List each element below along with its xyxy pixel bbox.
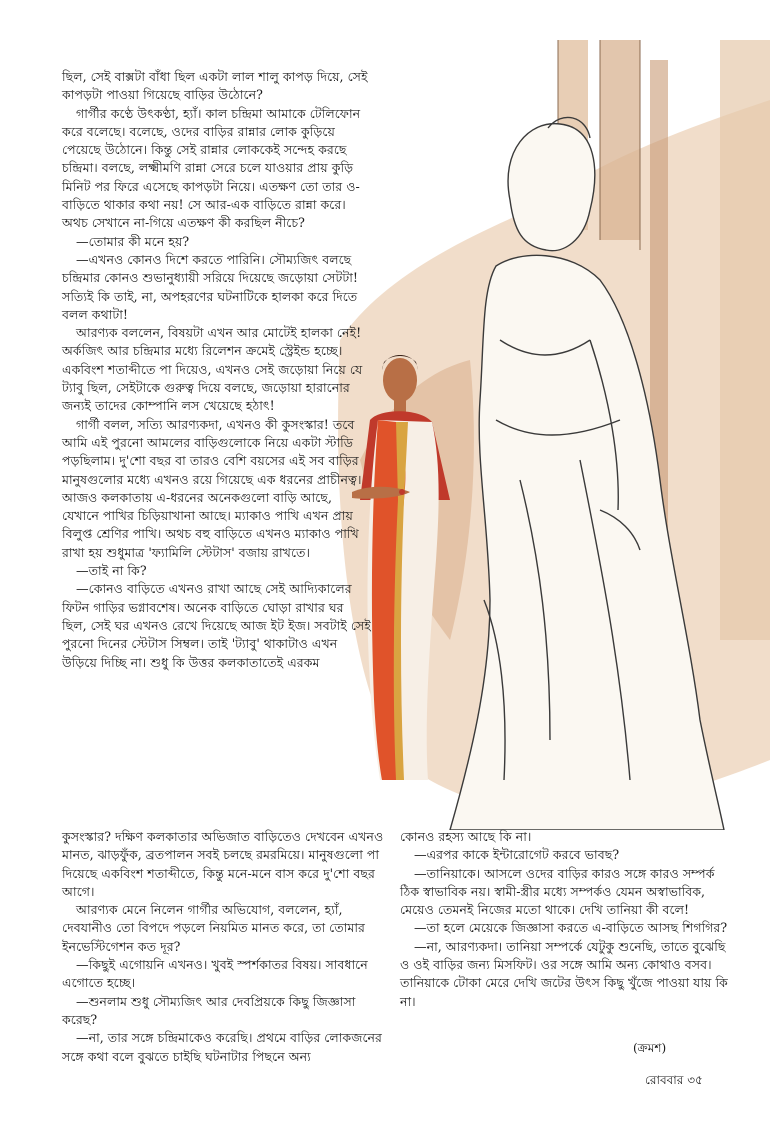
paragraph: —তোমার কী মনে হয়? (76, 233, 190, 249)
paragraph: আরণ্যক বললেন, বিষয়টা এখন আর মোটেই হালকা নেই! অর্কজিৎ আর চন্দ্রিমার মধ্যে রিলেশন ক্রমেই স্ট্রেইন্ড হচ্ছে। একবিংশ শতাব্দীতে পা দিয়েও, এখনও সেই জড়োয়া নিয়ে যে ট্যাবু ছিল, সেইটাকে গুরুত্ব দিয়ে বলছে, জড়োয়া হারানোর জন্যই তাদের কোম্পানি লস খেয়েছে হঠাৎ! (62, 325, 363, 414)
paragraph: —শুনলাম শুধু সৌম্যজিৎ আর দেবপ্রিয়কে কিছু জিজ্ঞাসা করেছ? (62, 993, 356, 1027)
article-column-bottom-left (62, 828, 390, 1066)
article-column-bottom-right (400, 828, 728, 1011)
paragraph: —এরপর কাকে ইন্টারোগেট করবে ভাবছ? (414, 847, 620, 863)
paragraph: ছিল, সেই বাক্সটা বাঁধা ছিল একটা লাল শালু কাপড় দিয়ে, সেই কাপড়টা পাওয়া গিয়েছে বাড়ির উঠোনে? (62, 69, 368, 103)
paragraph: গার্গী বলল, সত্যি আরণ্যকদা, এখনও কী কুসংস্কার! তবে আমি এই পুরনো আমলের বাড়িগুলোকে নিয়ে একটা স্টাডি পড়ছিলাম। দু'শো বছর বা তারও বেশি বয়সের এই সব বাড়ির মানুষগুলোর মধ্যে এখনও রয়ে গিয়েছে এক ধরনের প্রাচীনত্ব। আজও কলকাতায় এ-ধরনের অনেকগুলো বাড়ি আছে, যেখানে পাখির চিড়িয়াখানা আছে। ম্যাকাও পাখি এখন প্রায় বিলুপ্ত শ্রেণির পাখি। অথচ বহু বাড়িতে এখনও ম্যাকাও পাখি রাখা হয় শুধুমাত্র 'ফ্যামিলি স্টেটাস' বজায় রাখতে। (62, 416, 362, 560)
paragraph: কুসংস্কার? দক্ষিণ কলকাতার অভিজাত বাড়িতেও দেখবেন এখনও মানত, ঝাড়ফুঁক, ব্রতপালন সবই চলছে রমরমিয়ে। মানুষগুলো পা দিয়েছে একবিংশ শতাব্দীতে, কিন্তু মনে-মনে বাস করে দু'শো বছর আগে। (62, 829, 384, 899)
paragraph: কোনও রহস্য আছে কি না। (400, 829, 532, 844)
paragraph: —তা হলে মেয়েকে জিজ্ঞাসা করতে এ-বাড়িতে আসছ শিগগির? (414, 920, 728, 936)
continued-label: (ক্রমশ) (633, 1041, 667, 1055)
paragraph: —তানিয়াকে। আসলে ওদের বাড়ির কারও সঙ্গে কারও সম্পর্ক ঠিক স্বাভাবিক নয়। স্বামী-স্ত্রীর মধ্যে সম্পর্কও যেমন অস্বাভাবিক, মেয়েও তেমনই নিজের মতো থাকে। দেখি তানিয়া কী বলে! (400, 865, 715, 918)
paragraph: —কিছুই এগোয়নি এখনও। খুবই স্পর্শকাতর বিষয়। সাবধানে এগোতে হচ্ছে। (62, 957, 368, 991)
article-column-top (62, 68, 372, 672)
paragraph: —তাই না কি? (76, 563, 147, 579)
paragraph: —কোনও বাড়িতে এখনও রাখা আছে সেই আদ্যিকালের ফিটন গাড়ির ভগ্নাবশেষ। অনেক বাড়িতে ঘোড়া রাখার ঘর ছিল, সেই ঘর এখনও রেখে দিয়েছে আজ ইট ইজ। সবটাই সেই পুরনো দিনের স্টেটাস সিম্বল। তাই 'ট্যাবু' থাকাটাও এখন উড়িয়ে দিচ্ছি না। শুধু কি উত্তর কলকাতাতেই এরকম (62, 581, 371, 670)
page-folio: রোববার ৩৫ (645, 1073, 703, 1087)
paragraph: —না, তার সঙ্গে চন্দ্রিমাকেও করেছি। প্রথমে বাড়ির লোকজনের সঙ্গে কথা বলে বুঝতে চাইছি ঘটনাটার পিছনে অন্য (62, 1030, 382, 1064)
paragraph: গার্গীর কণ্ঠে উৎকণ্ঠা, হ্যাঁ। কাল চন্দ্রিমা আমাকে টেলিফোন করে বলেছে। বলেছে, ওদের বাড়ির রান্নার লোক কুড়িয়ে পেয়েছে উঠোনে। কিন্তু সেই রান্নার লোককেই সন্দেহ করছে চন্দ্রিমা। বলছে, লক্ষ্মীমণি রান্না সেরে চলে যাওয়ার প্রায় কুড়ি মিনিট পর ফিরে এসেছে কাপড়টা নিয়ে। এতক্ষণ তো তার ও-বাড়িতে থাকার কথা নয়! সে আর-এক বাড়িতে রান্না করে। অথচ সেখানে না-গিয়ে এতক্ষণ কী করছিল নীচে? (62, 105, 361, 231)
paragraph: —না, আরণ্যকদা। তানিয়া সম্পর্কে যেটুকু শুনেছি, তাতে বুঝেছি ও ওই বাড়ির জন্য মিসফিট। ওর সঙ্গে আমি অন্য কোথাও বসব। তানিয়াকে টোকা মেরে দেখি জটের উৎস কিছু খুঁজে পাওয়া যায় কি না। (400, 938, 728, 1009)
paragraph: আরণ্যক মেনে নিলেন গার্গীর অভিযোগ, বললেন, হ্যাঁ, দেবযানীও তো বিপদে পড়লে নিয়মিত মানত করে, তা তোমার ইনভেস্টিগেশন কত দূর? (62, 902, 365, 954)
paragraph: —এখনও কোনও দিশে করতে পারিনি। সৌম্যজিৎ বলছে চন্দ্রিমার কোনও শুভানুধ্যায়ী সরিয়ে দিয়েছে জড়োয়া সেটটা! সত্যিই কি তাই, না, অপহরণের ঘটনাটিকে হালকা করে দিতে বলল কথাটা! (62, 251, 358, 322)
